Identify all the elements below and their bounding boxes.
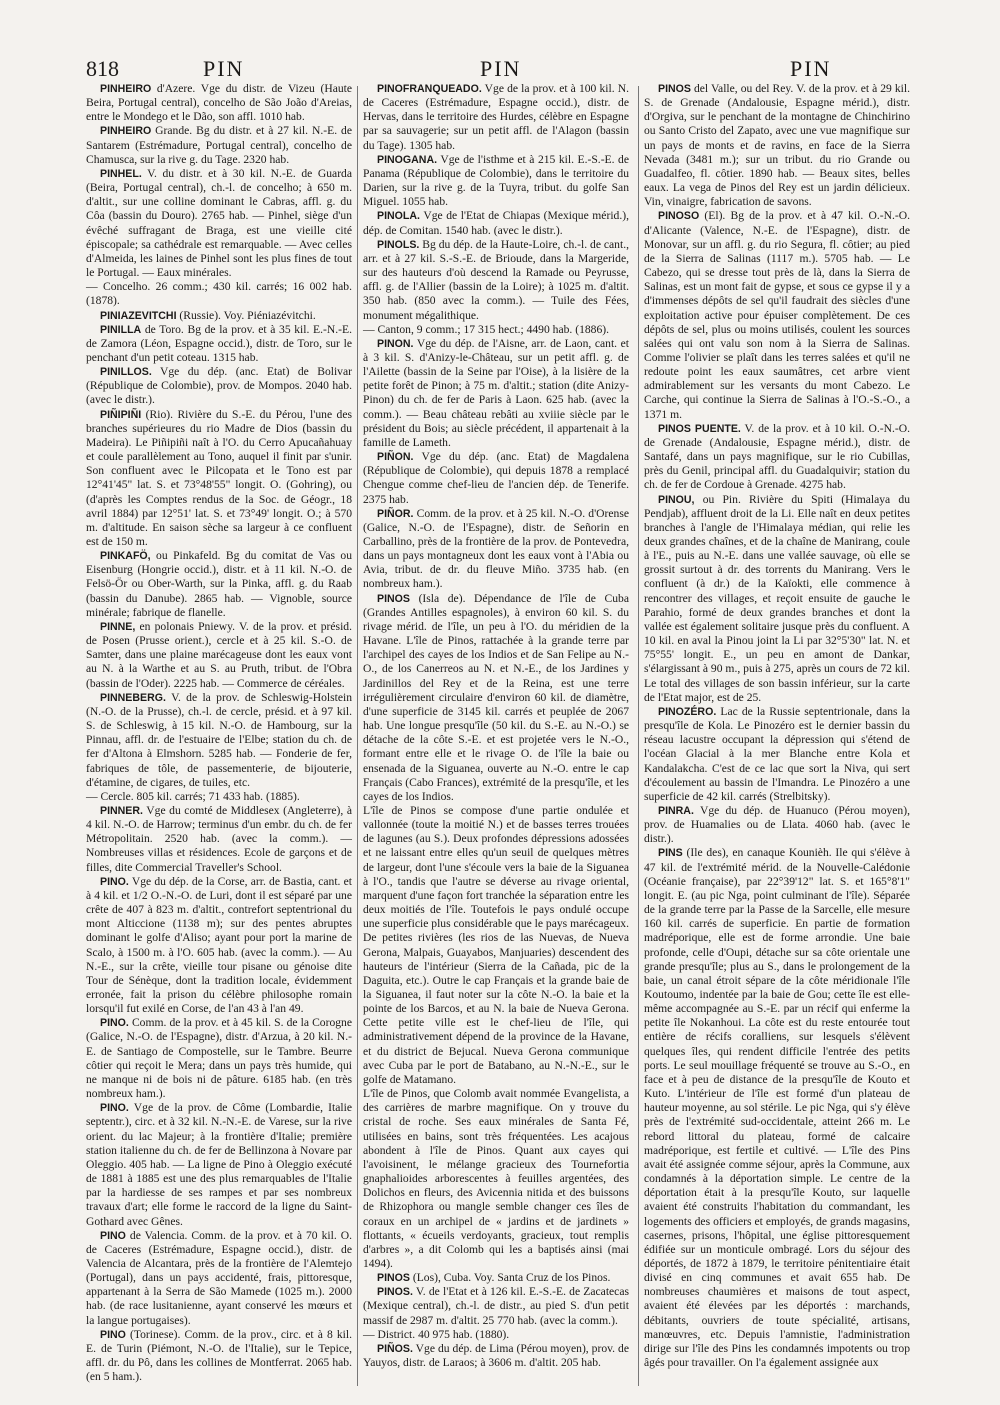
- entry-text: (Russie). Voy. Piéniazévitchi.: [176, 308, 316, 322]
- entry-text: ou Pinkafeld. Bg du comitat de Vas ou Eisenburg (Hongrie occid.), distr. et à 11 kil. N.-O. de Felsö-Ör ou Ober-Warth, sur la Pinka, affl. g. du Raab (bassin du Danube). 2865 hab. — Vignoble, source minérale; fabrique de flanelle.: [86, 549, 352, 619]
- entry-headword: PINOS PUENTE.: [658, 422, 741, 435]
- dictionary-entry: [86, 1229, 352, 1328]
- entry-text: Vge du dép. de l'Aisne, arr. de Laon, cant. et à 3 kil. S. d'Anizy-le-Château, sur un petit affl. g. de l'Ailette (bassin de la Seine par l'Oise), à la lisière de la petite forêt de Pinon; à 75 m. d'altit.; station (dite Anizy-Pinon) du ch. de fer de Paris à Laon. 625 hab. (avec la comm.). — Beau château rebâti au xviiie siècle par le président du Bois; au siècle précédent, il appartenait à la famille de Lameth.: [363, 336, 629, 449]
- entry-text: de Valencia. Comm. de la prov. et à 70 kil. O. de Caceres (Estrémadure, Espagne occid.), distr. de Valencia de Alcantara, près de la frontière de l'Alemtejo (Portugal), dans un pays accidenté, frais, pittoresque, appartenant à la Serra de São Mamede (1025 m.). 2000 hab. (de race lusitanienne, ayant conservé les mœurs et la langue portugaises).: [86, 1228, 352, 1327]
- dictionary-entry: [644, 705, 910, 804]
- entry-headword: PIÑOR.: [377, 507, 414, 520]
- entry-text: Lac de la Russie septentrionale, dans la presqu'île de Kola. Le Pinozéro est le dernier bassin du réseau lacustre occupant la dépression qui s'étend de l'océan Glacial à la mer Blanche entre Kola et Kandalakcha. C'est de ce lac que sort la Niva, qui sert d'écoulement au bassin de l'Imandra. Le Pinozéro a une superficie de 42 kil. carrés (Strelbitsky).: [644, 704, 910, 803]
- entry-text: ou Pin. Rivière du Spiti (Himalaya du Pendjab), affluent droit de la Li. Elle naît en deux petites branches à l'angle de l'Himalaya médian, qui relie les deux grandes chaînes, et de la chaîne de Manirang, coule à l'E., puis au N.-E. dans une vallée sauvage, où elle se grossit surtout à dr. des torrents du Manirang. Vers le confluent (à dr.) de la Kaïokti, elle commence à rencontrer des villages, et reçoit ensuite de gauche le Parahio, formé de deux grandes branches et dont la vallée est également solitaire jusque près du confluent. A 10 kil. en aval la Pinou joint la Li par 32°5'30" lat. N. et 75°55' longit. E., un peu en amont de Dankar, s'élargissant à 90 m., puis à 275, après un cours de 72 kil. Le total des villages de son bassin inférieur, sur la carte de l'Etat major, est de 25.: [644, 492, 910, 704]
- entry-text: V. de l'Etat et à 126 kil. E.-S.-E. de Zacatecas (Mexique central), ch.-l. de distr., au pied S. d'un petit massif de 2987 m. d'altit. 25 770 hab. (avec la comm.).: [363, 1285, 629, 1327]
- entry-text: Vge de la prov. de Côme (Lombardie, Italie septentr.), circ. et à 32 kil. N.-N.-E. de Varese, sur la rive orient. du lac Majeur; à la frontière d'Italie; première station italienne du ch. de fer de Bellinzona à Novare par Oleggio. 405 hab. — La ligne de Pino à Oleggio exécuté de 1881 à 1885 est une des plus remarquables de l'Italie par la hardiesse de ses rampes et par ses nombreux travaux d'art; elle forme le raccord de la ligne du Saint-Gothard avec Gênes.: [86, 1101, 352, 1228]
- dictionary-entry: [86, 549, 352, 620]
- entry-continuation: [363, 1087, 629, 1271]
- dictionary-entry: [86, 1328, 352, 1385]
- entry-headword: PINNE,: [100, 620, 136, 633]
- running-head-left: PIN: [203, 56, 245, 81]
- entry-text: Vge du dép. de la Corse, arr. de Bastia, cant. et à 4 kil. et 1/2 O.-N.-O. de Luri, dont il est séparé par une crête de 407 à 823 m. d'altit., contrefort septentrional du mont Alticcione (1138 m); sur des pentes abruptes dominant le golfe d'Aliso; ayant pour port la marine de Scalo, à 1500 m. à l'O. 605 hab. (avec la comm.). — Au N.-E., sur la crête, vieille tour pisane ou génoise dite Tour de Sénèque, dont la tradition locale, évidemment erronée, fait la prison du célèbre philosophe romain lorsqu'il fut exilé en Corse, de l'an 43 à l'an 49.: [86, 874, 352, 1016]
- entry-headword: PINO.: [100, 875, 129, 888]
- entry-text: — Canton, 9 comm.; 17 315 hect.; 4490 hab. (1886).: [363, 322, 610, 336]
- page-number: 818: [86, 56, 119, 81]
- dictionary-entry: [86, 309, 352, 323]
- entry-text: (Rio). Rivière du S.-E. du Pérou, l'une des branches supérieures du rio Madre de Dios (bassin du Madeira). Le Piñipiñi naît à l'O. du Cerro Apucañahuay et coule parallèlement au Tono, auquel il finit par s'unir. Son confluent avec le Pilcopata et le Tono est par 12°41'45" lat. S. et 73°48'55" longit. O. (Gohring), ou (d'après les Comptes rendus de la Soc. de Géogr., 18 avril 1884) par 12°51' lat. S. et 73°49' longit. O.; à 570 m. d'altitude. En saison sèche sa largeur à ce confluent est de 150 m.: [86, 407, 352, 548]
- entry-headword: PINO: [100, 1328, 126, 1341]
- entry-headword: PINRA.: [658, 804, 694, 817]
- entry-headword: PINILLA: [100, 323, 142, 336]
- dictionary-entry: [86, 1016, 352, 1101]
- entry-headword: PINILLOS.: [100, 366, 152, 379]
- dictionary-entry: [86, 365, 352, 407]
- entry-text: (El). Bg de la prov. et à 47 kil. O.-N.-O. d'Alicante (Valence, N.-E. de l'Espagne), distr. de Monovar, sur un affl. g. du rio Segura, fl. côtier; au pied de la Sierra de Salinas (1117 m.). 5705 hab. — Le Cabezo, qui se dresse tout près de là, dans la Sierra de Salinas, est un mont fait de gypse, et sous ce gypse il y a d'immenses dépôts de sel qu'il faudrait des siècles d'une exploitation active pour épuiser complètement. De ces dépôts de sel, plus ou moins utilisés, coulent les sources salées qui ont valu son nom à la Sierra de Salinas. Comme l'olivier se plaît dans les terres salées et qu'il ne redoute point les eaux saumâtres, cet arbre vient admirablement sur les versants du mont Cabezo. Le Carche, qui continue la Sierra de Salinas à l'O.-S.-O., a 1371 m.: [644, 209, 910, 421]
- entry-headword: PINOLS.: [377, 238, 420, 251]
- entry-text: Vge du dép. (anc. Etat) de Magdalena (République de Colombie), qui depuis 1878 a remplacé Chengue comme chef-lieu de l'ancien dép. de Tenerife. 2375 hab.: [363, 450, 629, 506]
- entry-continuation: [86, 280, 352, 308]
- entry-headword: PINOS: [377, 592, 410, 605]
- dictionary-entry: [363, 337, 629, 450]
- entry-headword: PINO.: [100, 1017, 129, 1030]
- entry-text: Comm. de la prov. et à 25 kil. N.-O. d'Orense (Galice, N.-O. de l'Espagne), distr. de Señorin en Carballino, près de la frontière de la prov. de Pontevedra, dans un pays montagneux dont les eaux vont à l'Abia ou Avia, tribut. de dr. du fleuve Miño. 3735 hab. (en nombreux ham.).: [363, 506, 629, 591]
- text-column-1: [86, 82, 352, 1384]
- entry-text: Vge de la prov. et à 100 kil. N. de Caceres (Estrémadure, Espagne occid.), distr. de Hervas, dans le territoire des Hurdes, célèbre en Espagne par sa sauvagerie; sur un petit affl. de l'Alagon (bassin du Tage). 1305 hab.: [363, 82, 629, 152]
- entry-text: Bg du dép. de la Haute-Loire, ch.-l. de cant., arr. et à 27 kil. S.-S.-E. de Brioude, dans la Margeride, sur des hauteurs d'où descend la Ramade ou Peyrusse, affl. g. de l'Allier (bassin de la Loire); à 1025 m. d'altit. 350 hab. (850 avec la comm.). — Tuile des Fées, monument mégalithique.: [363, 237, 629, 322]
- entry-text: del Valle, ou del Rey. V. de la prov. et à 29 kil. S. de Grenade (Andalousie, Espagne mérid.), distr. d'Orgiva, sur le penchant de la montagne de Chinchirino ou Santo Cristo del Zapato, avec une vue magnifique sur un pays de monts et de ravins, en face de la Sierra Nevada (3481 m.); sur un tribut. du rio Grande ou Guadalfeo, fl. côtier. 1890 hab. — Beaux sites, belles eaux. La vega de Pinos del Rey est un jardin délicieux. Vin, vinaigre, fabrication de savons.: [644, 82, 910, 209]
- entry-text: (Isla de). Dépendance de l'île de Cuba (Grandes Antilles espagnoles), à environ 60 kil. S. du rivage mérid. de l'île, un peu à l'O. du méridien de la Havane. L'île de Pinos, rattachée à la grande terre par l'archipel des cayes de los Indios et de San Felipe au N.-O., de los Canerreos au N. et N.-E., de los Jardines y Jardinillos del Rey et de la Reina, est une terre irrégulièrement circulaire d'environ 60 kil. de diamètre, d'une superficie de 3145 kil. carrés et peuplée de 2067 hab. Une longue presqu'île (50 kil. du S.-E. au N.-O.) se détache de la côte S.-E. et est projetée vers le N.-O., formant entre elle et le rivage O. de l'île la baie ou ensenada de la Siguanea, ouverte au N.-O. entre le cap Français (Cabo Frances), extrémité de la presqu'île, et les cayes de los Indios.: [363, 591, 629, 803]
- entry-headword: PINKAFÖ,: [100, 550, 151, 563]
- entry-text: Vge du dép. de Lima (Pérou moyen), prov. de Yauyos, distr. de Laraos; à 3606 m. d'altit. 205 hab.: [363, 1341, 629, 1370]
- entry-text: — Cercle. 805 kil. carrés; 71 433 hab. (1885).: [86, 789, 300, 803]
- entry-headword: PINOGANA.: [377, 153, 438, 166]
- entry-text: Vge du dép. (anc. Etat) de Bolivar (République de Colombie), prov. de Mompos. 2040 hab. (avec le distr.).: [86, 365, 352, 407]
- text-column-2: [363, 82, 629, 1370]
- entry-headword: PINOS.: [377, 1286, 413, 1299]
- dictionary-entry: [86, 875, 352, 1017]
- dictionary-entry: [86, 323, 352, 365]
- entry-headword: PINOS: [377, 1272, 410, 1285]
- entry-headword: PINOS: [658, 83, 691, 95]
- text-column-3: [644, 82, 910, 1370]
- entry-headword: PINHEIRO: [100, 125, 152, 138]
- dictionary-entry: [86, 124, 352, 166]
- dictionary-entry: [644, 209, 910, 421]
- dictionary-entry: [363, 450, 629, 507]
- entry-continuation: [363, 1328, 629, 1342]
- dictionary-entry: [363, 153, 629, 210]
- entry-text: Vge de l'isthme et à 215 kil. E.-S.-E. de Panama (République de Colombie), dans le territoire du Darien, sur la rive g. de la Tuyra, tribut. du golfe San Miguel. 1055 hab.: [363, 152, 629, 209]
- dictionary-entry: [363, 82, 629, 153]
- entry-text: Vge du dép. de Huanuco (Pérou moyen), prov. de Huamalies ou de Llata. 4060 hab. (avec le distr.).: [644, 803, 910, 846]
- entry-headword: PINIAZEVITCHI: [100, 309, 177, 322]
- entry-text: — District. 40 975 hab. (1880).: [363, 1327, 510, 1341]
- entry-text: L'île de Pinos se compose d'une partie ondulée et vallonnée (toute la moitié N.) et de basses terres trouées de lagunes (au S.). Deux profondes dépressions adossées et ne laissant entre elles qu'un seuil de quelques mètres de largeur, dont l'une s'écoule vers la baie de la Siguanea à l'O., tandis que l'autre se déverse au rivage oriental, marquent d'une façon fort tranchée la séparation entre les deux moitiés de l'île. Toutefois le pays ondulé occupe une superficie plus considérable que le pays marécageux. De petites rivières (les rios de las Nuevas, de Nueva Gerona, Malpais, Guayabos, Manjuaries) descendent des hauteurs de l'intérieur (Sierra de la Cañada, pic de la Daguita, etc.). Outre le cap Français et la grande baie de la Siguanea, il faut noter sur la côte N.-O. la baie et la pointe de los Barcos, et au N. la baie de Nueva Gerona. Cette petite ville est le chef-lieu de l'île, qui administrativement dépend de la province de la Havane, et du district de Bejucal. Nueva Gerona communique avec Cuba par le port de Batabano, au N.-N.-E., sur le golfe de Matamano.: [363, 803, 629, 1086]
- running-head-right: PIN: [790, 56, 832, 81]
- entry-text: L'île de Pinos, que Colomb avait nommée Evangelista, a des carrières de marbre magnifique. On y trouve du cristal de roche. Ses eaux minérales de Santa Fé, utilisées en bains, sont très fréquentées. Les acajous abondent à l'île de Pinos. Quant aux cayes qui l'avoisinent, le mélange gracieux des Tournefortia gnaphalioides arborescentes à feuilles argentées, des Dolichos en fleurs, des Avicennia nitida et des buissons de Rhizophora ou mangle semble changer ces îles de coraux en un archipel de « jardins et de jardinets » flottants, « écueils verdoyants, gracieux, tout remplis d'arbres », a dit Colomb qui les a baptisés ainsi (mai 1494).: [363, 1087, 629, 1270]
- entry-text: Comm. de la prov. et à 45 kil. S. de la Corogne (Galice, N.-O. de l'Espagne), distr. d'Arzua, à 20 kil. N.-E. de Santiago de Compostelle, sur le Tambre. Beurre côtier qui reçoit le Mera; dans un pays très humide, qui ne manque ni de bois ni de pâture. 6185 hab. (en très nombreux ham.).: [86, 1016, 352, 1101]
- dictionary-entry: [86, 620, 352, 691]
- dictionary-entry: [644, 422, 910, 493]
- entry-text: (Torinese). Comm. de la prov., circ. et à 8 kil. E. de Turin (Piémont, N.-O. de l'Italie), sur le Tepice, affl. dr. du Pô, dans les collines de Montferrat. 2065 hab. (en 5 ham.).: [86, 1327, 352, 1384]
- dictionary-entry: [644, 493, 910, 705]
- dictionary-entry: [363, 1271, 629, 1285]
- entry-headword: PIÑON.: [377, 451, 414, 464]
- entry-headword: PINHEIRO: [100, 83, 152, 95]
- entry-text: — Concelho. 26 comm.; 430 kil. carrés; 16 002 hab. (1878).: [86, 280, 352, 308]
- column-rule: [357, 86, 358, 1386]
- entry-continuation: [363, 804, 629, 1087]
- dictionary-entry: [363, 507, 629, 592]
- dictionary-entry: [363, 1342, 629, 1370]
- running-head-center: PIN: [480, 56, 522, 81]
- entry-headword: PINO.: [100, 1102, 129, 1115]
- entry-headword: PINO: [100, 1229, 126, 1242]
- dictionary-entry: [363, 592, 629, 804]
- dictionary-entry: [86, 408, 352, 550]
- entry-text: Vge de l'Etat de Chiapas (Mexique mérid.), dép. de Comitan. 1540 hab. (avec le distr.).: [363, 209, 629, 237]
- entry-text: en polonais Pniewy. V. de la prov. et présid. de Posen (Prusse orient.), cercle et à 25 kil. S.-O. de Samter, dans une plaine marécageuse dont les eaux vont au N. à la Warthe et au S. au Pruth, tribut. de l'Obra (bassin de l'Oder). 2225 hab. — Commerce de céréales.: [86, 619, 352, 690]
- entry-text: V. de la prov. et à 10 kil. O.-N.-O. de Grenade (Andalousie, Espagne mérid.), distr. de Santafé, dans un pays magnifique, sur le rio Cubillas, près du Genil, principal affl. du Guadalquivir; station du ch. de fer de Cordoue à Grenade. 4275 hab.: [644, 421, 910, 492]
- entry-text: V. de la prov. de Schleswig-Holstein (N.-O. de la Prusse), ch.-l. de cercle, présid. et à 97 kil. S. de Schleswig, à 15 kil. N.-O. de Hambourg, sur la Pinnau, affl. dr. de l'estuaire de l'Elbe; station du ch. de fer d'Altona à Elmshorn. 5285 hab. — Fonderie de fer, fabriques de tôle, de passementerie, de bijouterie, d'étamine, de cigares, de tuiles, etc.: [86, 690, 352, 789]
- entry-headword: PIÑOS.: [377, 1342, 413, 1355]
- dictionary-entry: [644, 82, 910, 209]
- dictionary-entry: [86, 1101, 352, 1228]
- dictionary-entry: [86, 82, 352, 124]
- dictionary-entry: [86, 691, 352, 790]
- entry-headword: PINOU,: [658, 493, 695, 506]
- dictionary-entry: [644, 846, 910, 1370]
- entry-headword: PIÑIPIÑI: [100, 408, 142, 421]
- entry-text: (Ile des), en canaque Kounièh. Ile qui s'élève à 47 kil. de l'extrémité mérid. de la Nouvelle-Calédonie (Océanie française), par 22°39'12" lat. S. et 165°8'1" longit. E. (au pic Nga, point culminant de l'île). Séparée de la grande terre par la Passe de la Sarcelle, elle mesure 160 kil. carrés de superficie. En partie de formation madréporique, elle est de forme arrondie. Une baie profonde, celle d'Oupi, détache sur sa côte orientale une grande presqu'île; plus au S., dans le prolongement de la baie, un canal étroit sépare de la côte méridionale l'île Koutoumo, indentée par la baie de Gou; cette île est elle-même accompagnée au S.-E. par un récif qui enferme la petite île Nokanhoui. La côte est du reste entourée tout entière de récifs coralliens, sur lesquels s'élèvent quelques îles, qui rendent difficile l'entrée des petits ports. Le seul mouillage fréquenté se trouve au S.-O., en face et à peu de distance de la presqu'île de Kouto et Kuto. L'intérieur de l'île est formé d'un plateau de hauteur moyenne, au sol stérile. Le pic Nga, qui s'y élève près de l'extrémité sud-occidentale, atteint 266 m. Le rebord littoral du plateau, formé de calcaire madréporique, est fertile et cultivé. — L'île des Pins avait été assignée comme séjour, après la Commune, aux condamnés à la déportation simple. Le centre de la déportation était à la presqu'île Kouto, sur laquelle avaient été construits l'habitation du commandant, les logements des officiers et employés, de grands magasins, casernes, prisons, l'hôpital, une église pittoresquement édifiée sur un monticule ombragé. Lors du séjour des déportés, de 1872 à 1879, le territoire pénitentiaire était divisé en cinq communes et avait 655 hab. De nombreuses chaumières et maisons de tout aspect, avaient été élevées par les déportés : marchands, débitants, ouvriers de toute spécialité, artisans, manœuvres, etc. Depuis l'amnistie, l'administration dirige sur l'île des Pins les condamnés impotents ou trop âgés pour travailler. On l'a également assignée aux: [644, 846, 910, 1370]
- entry-text: Vge du comté de Middlesex (Angleterre), à 4 kil. N.-O. de Harrow; terminus d'un embr. du ch. de fer Métropolitain. 2520 hab. (avec la comm.). — Nombreuses villas et résidences. Ecole de garçons et de filles, dite Commercial Traveller's School.: [86, 803, 352, 874]
- entry-continuation: [363, 323, 629, 337]
- entry-headword: PINOFRANQUEADO.: [377, 83, 482, 95]
- entry-text: V. du distr. et à 30 kil. N.-E. de Guarda (Beira, Portugal central), ch.-l. de concelho; à 650 m. d'altit., sur une colline dominant le Cabras, affl. g. du Côa (bassin du Douro). 2765 hab. — Pinhel, siège d'un évêché suffragant de Braga, est une vieille cité épiscopale; sa cathédrale est remarquable. — Avec celles d'Almeida, les laines de Pinhel sont les plus fines de tout le Portugal. — Eaux minérales.: [86, 166, 352, 280]
- dictionary-entry: [363, 238, 629, 323]
- entry-continuation: [86, 790, 352, 804]
- dictionary-entry: [363, 209, 629, 237]
- entry-text: (Los), Cuba. Voy. Santa Cruz de los Pinos.: [409, 1271, 611, 1285]
- entry-headword: PINOSO: [658, 210, 700, 223]
- entry-text: d'Azere. Vge du distr. de Vizeu (Haute Beira, Portugal central), concelho de São João d'Areias, entre le Mondego et le Dão, son affl. 1010 hab.: [86, 82, 352, 124]
- dictionary-entry: [86, 167, 352, 280]
- entry-headword: PINS: [658, 847, 683, 860]
- entry-headword: PINON.: [377, 337, 414, 350]
- entry-text: de Toro. Bg de la prov. et à 35 kil. E.-N.-E. de Zamora (Léon, Espagne occid.), distr. de Toro, sur le penchant d'un petit coteau. 1315 hab.: [86, 322, 352, 364]
- entry-headword: PINOLA.: [377, 210, 420, 223]
- dictionary-entry: [86, 804, 352, 875]
- entry-headword: PINHEL.: [100, 167, 142, 180]
- entry-headword: PINOZÉRO.: [658, 705, 717, 718]
- dictionary-entry: [644, 804, 910, 846]
- entry-text: Grande. Bg du distr. et à 27 kil. N.-E. de Santarem (Estrémadure, Portugal central), concelho de Chamusca, sur la rive g. du Tage. 2320 hab.: [86, 124, 352, 166]
- column-rule: [638, 86, 639, 1386]
- dictionary-entry: [363, 1285, 629, 1327]
- entry-headword: PINNEBERG.: [100, 691, 166, 704]
- entry-headword: PINNER.: [100, 804, 143, 817]
